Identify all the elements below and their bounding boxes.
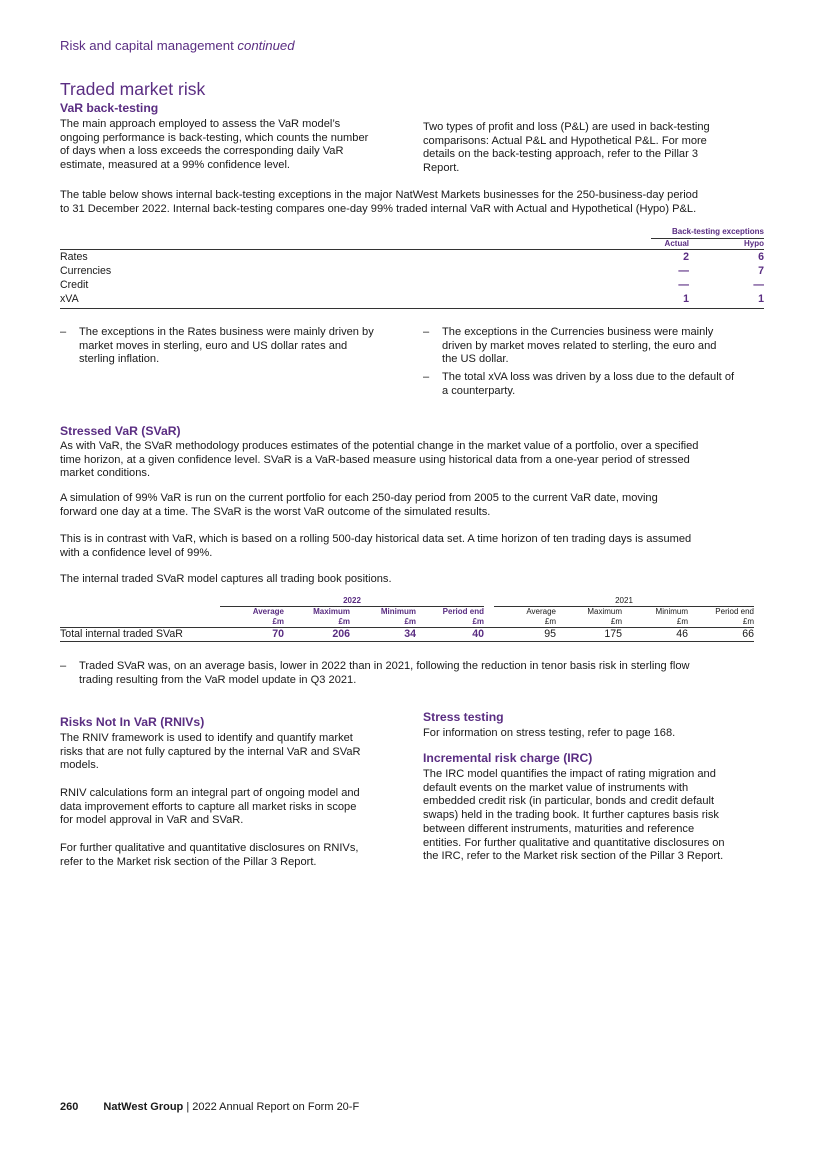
text-line: Traded SVaR was, on an average basis, lower in 2022 than in 2021, following the reduction in tenor basis risk in sterling flow (79, 660, 690, 672)
text-line: with a confidence level of 99%. (60, 546, 213, 559)
row-label: Credit (60, 279, 89, 291)
text-line: The exceptions in the Rates business were mainly driven by (79, 326, 374, 338)
backtesting-table-intro (60, 189, 770, 216)
col-header: Period end (442, 607, 484, 616)
actual-value: — (678, 265, 689, 277)
value-2022-period-end: 40 (472, 628, 484, 640)
header-section: Risk and capital management (60, 38, 234, 53)
var-backtesting-col1 (60, 118, 405, 173)
text-line: a counterparty. (442, 384, 516, 397)
unit-label: £m (676, 617, 688, 626)
row-label: xVA (60, 293, 79, 305)
divider (60, 641, 754, 642)
col-header: Minimum (655, 607, 688, 616)
list-item (60, 660, 770, 688)
col-header: Maximum (313, 607, 350, 616)
text-line: As with VaR, the SVaR methodology produces estimates of the potential change in the market value of a portfolio, over a specified (60, 440, 699, 452)
text-line: A simulation of 99% VaR is run on the current portfolio for each 250-day period from 2005 to the current VaR date, moving (60, 492, 658, 504)
hypo-value: 1 (758, 293, 764, 305)
text-line: The total xVA loss was driven by a loss due to the default of (442, 371, 735, 383)
col-header-actual: Actual (664, 239, 689, 248)
rnivs-para-3 (60, 842, 410, 869)
col-header: Maximum (587, 607, 622, 616)
text-line: ongoing performance is back-testing, which counts the number (60, 131, 369, 144)
footer-company: NatWest Group (103, 1101, 184, 1113)
text-line: The RNIV framework is used to identify and quantify market (60, 732, 353, 744)
text-line: market conditions. (60, 467, 151, 480)
col-header: Average (252, 607, 284, 616)
var-backtesting-heading: VaR back-testing (60, 101, 159, 115)
backtesting-table (60, 226, 764, 310)
bullet-dash: – (60, 660, 67, 672)
text-line: risks that are not fully captured by the internal VaR and SVaR (60, 745, 361, 758)
actual-value: 1 (683, 293, 689, 305)
page-number: 260 (60, 1101, 79, 1113)
stress-testing-text: For information on stress testing, refer to page 168. (423, 727, 676, 739)
table-row (60, 293, 764, 307)
text-line: swaps) held in the trading book. It further captures basis risk (423, 809, 719, 822)
text-line: default events on the market value of instruments with (423, 781, 689, 794)
text-line: market moves in sterling, euro and US dollar rates and (79, 339, 348, 352)
header-continued: continued (237, 38, 295, 53)
stress-testing-heading: Stress testing (423, 710, 504, 724)
text-line: details on the back-testing approach, refer to the Pillar 3 (423, 148, 699, 161)
value-2022-average: 70 (272, 628, 284, 640)
col-header: Period end (715, 607, 754, 616)
svar-para-2 (60, 492, 770, 519)
text-line: Two types of profit and loss (P&L) are used in back-testing (423, 121, 710, 133)
table-row (60, 279, 764, 293)
unit-label: £m (404, 617, 416, 626)
text-line: The main approach employed to assess the VaR model’s (60, 118, 341, 130)
year-2022-header: 2022 (343, 596, 361, 605)
unit-label: £m (610, 617, 622, 626)
rnivs-para-2 (60, 787, 410, 828)
text-line: of days when a loss exceeds the corresponding daily VaR (60, 145, 344, 158)
unit-label: £m (338, 617, 350, 626)
divider (60, 249, 764, 250)
hypo-value: 6 (758, 251, 764, 263)
page-title: Traded market risk (60, 79, 206, 99)
text-line: RNIV calculations form an integral part of ongoing model and (60, 787, 360, 799)
bullet-dash: – (423, 326, 430, 338)
text-line: estimate, measured at a 99% confidence level. (60, 159, 291, 172)
value-2022-maximum: 206 (332, 628, 350, 640)
col-header-hypo: Hypo (744, 239, 764, 248)
text-line: between different instruments, maturities and reference (423, 822, 695, 835)
hypo-value: 7 (758, 265, 764, 277)
value-2021-average: 95 (544, 628, 556, 640)
svar-para-1 (60, 440, 770, 481)
text-line: data improvement efforts to capture all market risks in scope (60, 800, 357, 813)
unit-label: £m (272, 617, 284, 626)
table-row (60, 265, 764, 279)
text-line: driven by market moves related to sterling, the euro and (442, 339, 717, 352)
svar-table (60, 596, 754, 642)
row-label: Currencies (60, 265, 112, 277)
unit-label: £m (472, 617, 484, 626)
actual-value: — (678, 279, 689, 291)
table-group-header: Back-testing exceptions (671, 227, 764, 236)
text-line: for model approval in VaR and SVaR. (60, 814, 244, 827)
text-line: refer to the Market risk section of the Pillar 3 Report. (60, 855, 317, 868)
svar-heading: Stressed VaR (SVaR) (60, 424, 181, 438)
footer (60, 1101, 359, 1113)
text-line: entities. For further qualitative and quantitative disclosures on (423, 836, 725, 849)
irc-heading: Incremental risk charge (IRC) (423, 751, 593, 765)
text-line: to 31 December 2022. Internal back-testing compares one-day 99% traded internal VaR with Actual and Hypothetical (Hypo) P&L. (60, 202, 697, 215)
value-2021-period-end: 66 (742, 628, 754, 640)
row-label: Total internal traded SVaR (60, 628, 183, 640)
text-line: The IRC model quantifies the impact of rating migration and (423, 768, 716, 780)
text-line: comparisons: Actual P&L and Hypothetical P&L. For more (423, 134, 707, 147)
footer-report: | 2022 Annual Report on Form 20-F (186, 1101, 360, 1113)
text-line: trading resulting from the VaR model update in Q3 2021. (79, 673, 357, 686)
text-line: the US dollar. (442, 353, 509, 366)
value-2022-minimum: 34 (404, 628, 416, 640)
text-line: The exceptions in the Currencies business were mainly (442, 326, 714, 338)
unit-label: £m (742, 617, 754, 626)
running-header (60, 38, 295, 53)
text-line: the IRC, refer to the Market risk section of the Pillar 3 Report. (423, 850, 724, 863)
col-header: Average (526, 607, 556, 616)
table-row (60, 251, 764, 265)
hypo-value: — (753, 279, 764, 291)
list-item (423, 326, 773, 368)
text-line: Report. (423, 162, 460, 175)
text-line: models. (60, 759, 99, 772)
text-line: time horizon, at a given confidence level. SVaR is a VaR-based measure using historical data from a one-year period of stressed (60, 453, 690, 466)
rnivs-para-1 (60, 732, 410, 773)
list-item (423, 371, 773, 399)
rnivs-heading: Risks Not In VaR (RNIVs) (60, 715, 205, 729)
unit-label: £m (544, 617, 556, 626)
value-2021-maximum: 175 (604, 628, 622, 640)
actual-value: 2 (683, 251, 689, 263)
text-line: forward one day at a time. The SVaR is the worst VaR outcome of the simulated results. (60, 505, 491, 518)
divider (60, 308, 764, 309)
svar-para-4: The internal traded SVaR model captures all trading book positions. (60, 573, 392, 585)
row-label: Rates (60, 251, 88, 263)
text-line: For further qualitative and quantitative disclosures on RNIVs, (60, 842, 359, 854)
text-line: This is in contrast with VaR, which is based on a rolling 500-day historical data set. A time horizon of ten trading days is assumed (60, 533, 692, 545)
svar-para-3 (60, 533, 770, 560)
year-2021-header: 2021 (615, 596, 633, 605)
value-2021-minimum: 46 (676, 628, 688, 640)
bullet-dash: – (60, 326, 67, 338)
list-item (60, 326, 410, 368)
table-row (60, 628, 754, 642)
var-backtesting-col2 (423, 121, 768, 176)
col-header: Minimum (380, 607, 416, 616)
text-line: embedded credit risk (in particular, bonds and credit default (423, 795, 715, 808)
text-line: The table below shows internal back-testing exceptions in the major NatWest Markets businesses for the 250-business-day period (60, 189, 699, 201)
bullet-dash: – (423, 371, 430, 383)
text-line: sterling inflation. (79, 353, 160, 366)
irc-text (423, 768, 773, 864)
